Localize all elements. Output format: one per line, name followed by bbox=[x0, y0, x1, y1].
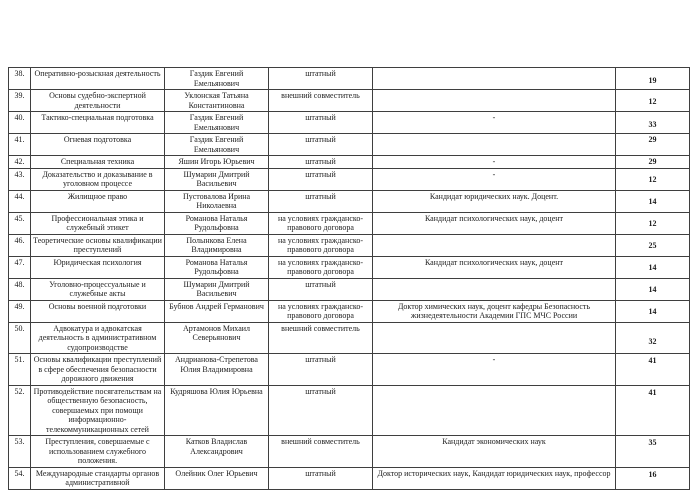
discipline-cell: Огневая подготовка bbox=[31, 134, 165, 156]
credentials-cell bbox=[373, 322, 616, 354]
table-row bbox=[9, 256, 690, 278]
instructor-cell: Андрианова-Стрепетова Юлия Владимировна bbox=[165, 354, 269, 386]
table-row bbox=[9, 212, 690, 234]
hours-cell: 12 bbox=[616, 212, 690, 234]
table-row bbox=[9, 68, 690, 90]
discipline-cell: Теоретические основы квалификации преступлений bbox=[31, 234, 165, 256]
discipline-cell: Специальная техника bbox=[31, 156, 165, 169]
employment-cell: штатный bbox=[269, 112, 373, 134]
credentials-cell: Кандидат психологических наук, доцент bbox=[373, 256, 616, 278]
hours-cell: 14 bbox=[616, 300, 690, 322]
instructor-cell: Газдик Евгений Емельянович bbox=[165, 112, 269, 134]
credentials-cell bbox=[373, 134, 616, 156]
discipline-cell: Международные стандарты органов административной bbox=[31, 467, 165, 489]
table-row bbox=[9, 300, 690, 322]
employment-cell: на условиях гражданско-правового договора bbox=[269, 300, 373, 322]
hours-cell: 29 bbox=[616, 156, 690, 169]
credentials-cell: Доктор химических наук, доцент кафедры Безопасность жизнедеятельности Академии ГПС МЧС России bbox=[373, 300, 616, 322]
hours-cell: 14 bbox=[616, 278, 690, 300]
employment-cell: штатный bbox=[269, 354, 373, 386]
employment-cell: штатный bbox=[269, 190, 373, 212]
instructor-cell: Полынкова Елена Владимировна bbox=[165, 234, 269, 256]
employment-cell: внешний совместитель bbox=[269, 436, 373, 468]
table-row bbox=[9, 436, 690, 468]
hours-cell: 41 bbox=[616, 385, 690, 436]
discipline-cell: Противодействие посягательствам на общественную безопасность, совершаемых при помощи информационно-телекоммуникационных сетей bbox=[31, 385, 165, 436]
instructor-cell: Романова Наталья Рудольфовна bbox=[165, 256, 269, 278]
credentials-cell: Кандидат психологических наук, доцент bbox=[373, 212, 616, 234]
credentials-cell: - bbox=[373, 354, 616, 386]
instructor-cell: Шумарин Дмитрий Васильевич bbox=[165, 168, 269, 190]
instructor-cell: Бубнов Андрей Германович bbox=[165, 300, 269, 322]
instructor-cell: Кудряшова Юлия Юрьевна bbox=[165, 385, 269, 436]
credentials-cell bbox=[373, 90, 616, 112]
instructor-cell: Газдик Евгений Емельянович bbox=[165, 134, 269, 156]
instructor-cell: Катков Владислав Александрович bbox=[165, 436, 269, 468]
instructor-cell: Артамонов Михаил Северьянович bbox=[165, 322, 269, 354]
hours-cell: 29 bbox=[616, 134, 690, 156]
discipline-cell: Тактико-специальная подготовка bbox=[31, 112, 165, 134]
table-row bbox=[9, 278, 690, 300]
employment-cell: внешний совместитель bbox=[269, 322, 373, 354]
row-number-cell: 44. bbox=[9, 190, 31, 212]
hours-cell: 12 bbox=[616, 168, 690, 190]
table-row bbox=[9, 190, 690, 212]
hours-cell: 32 bbox=[616, 322, 690, 354]
table-row bbox=[9, 385, 690, 436]
credentials-cell bbox=[373, 234, 616, 256]
row-number-cell: 47. bbox=[9, 256, 31, 278]
hours-cell: 14 bbox=[616, 190, 690, 212]
instructor-cell: Пустовалова Ирина Николаевна bbox=[165, 190, 269, 212]
hours-cell: 14 bbox=[616, 256, 690, 278]
row-number-cell: 50. bbox=[9, 322, 31, 354]
hours-cell: 19 bbox=[616, 68, 690, 90]
table-row bbox=[9, 134, 690, 156]
table-row bbox=[9, 322, 690, 354]
credentials-cell: Кандидат экономических наук bbox=[373, 436, 616, 468]
row-number-cell: 53. bbox=[9, 436, 31, 468]
hours-cell: 33 bbox=[616, 112, 690, 134]
row-number-cell: 38. bbox=[9, 68, 31, 90]
row-number-cell: 41. bbox=[9, 134, 31, 156]
employment-cell: штатный bbox=[269, 278, 373, 300]
discipline-cell: Доказательство и доказывание в уголовном процессе bbox=[31, 168, 165, 190]
discipline-cell: Юридическая психология bbox=[31, 256, 165, 278]
credentials-cell: Доктор исторических наук, Кандидат юридических наук, профессор bbox=[373, 467, 616, 489]
instructor-cell: Шумарин Дмитрий Васильевич bbox=[165, 278, 269, 300]
row-number-cell: 43. bbox=[9, 168, 31, 190]
table-row bbox=[9, 467, 690, 489]
table-row bbox=[9, 234, 690, 256]
table-body bbox=[9, 68, 690, 490]
row-number-cell: 49. bbox=[9, 300, 31, 322]
employment-cell: на условиях гражданско-правового договора bbox=[269, 256, 373, 278]
discipline-cell: Жилищное право bbox=[31, 190, 165, 212]
row-number-cell: 42. bbox=[9, 156, 31, 169]
credentials-cell bbox=[373, 68, 616, 90]
credentials-cell bbox=[373, 385, 616, 436]
table-row bbox=[9, 156, 690, 169]
row-number-cell: 46. bbox=[9, 234, 31, 256]
employment-cell: на условиях гражданско-правового договора bbox=[269, 212, 373, 234]
row-number-cell: 45. bbox=[9, 212, 31, 234]
discipline-cell: Профессиональная этика и служебный этикет bbox=[31, 212, 165, 234]
discipline-cell: Уголовно-процессуальные и служебные акты bbox=[31, 278, 165, 300]
employment-cell: внешний совместитель bbox=[269, 90, 373, 112]
credentials-cell: - bbox=[373, 156, 616, 169]
row-number-cell: 51. bbox=[9, 354, 31, 386]
instructor-cell: Уклонская Татьяна Константиновна bbox=[165, 90, 269, 112]
hours-cell: 12 bbox=[616, 90, 690, 112]
staffing-table bbox=[8, 67, 690, 490]
employment-cell: штатный bbox=[269, 168, 373, 190]
employment-cell: на условиях гражданско-правового договора bbox=[269, 234, 373, 256]
row-number-cell: 54. bbox=[9, 467, 31, 489]
credentials-cell: - bbox=[373, 168, 616, 190]
discipline-cell: Оперативно-розыскная деятельность bbox=[31, 68, 165, 90]
discipline-cell: Основы военной подготовки bbox=[31, 300, 165, 322]
credentials-cell: - bbox=[373, 112, 616, 134]
row-number-cell: 48. bbox=[9, 278, 31, 300]
discipline-cell: Преступления, совершаемые с использованием служебного положения. bbox=[31, 436, 165, 468]
discipline-cell: Адвокатура и адвокатская деятельность в административном судопроизводстве bbox=[31, 322, 165, 354]
row-number-cell: 39. bbox=[9, 90, 31, 112]
table-row bbox=[9, 168, 690, 190]
row-number-cell: 52. bbox=[9, 385, 31, 436]
discipline-cell: Основы судебно-экспертной деятельности bbox=[31, 90, 165, 112]
hours-cell: 25 bbox=[616, 234, 690, 256]
credentials-cell bbox=[373, 278, 616, 300]
employment-cell: штатный bbox=[269, 467, 373, 489]
table-row bbox=[9, 112, 690, 134]
hours-cell: 41 bbox=[616, 354, 690, 386]
table-row bbox=[9, 354, 690, 386]
instructor-cell: Романова Наталья Рудольфовна bbox=[165, 212, 269, 234]
instructor-cell: Яшин Игорь Юрьевич bbox=[165, 156, 269, 169]
employment-cell: штатный bbox=[269, 385, 373, 436]
table-row bbox=[9, 90, 690, 112]
discipline-cell: Основы квалификации преступлений в сфере обеспечения безопасности дорожного движения bbox=[31, 354, 165, 386]
employment-cell: штатный bbox=[269, 68, 373, 90]
credentials-cell: Кандидат юридических наук. Доцент. bbox=[373, 190, 616, 212]
hours-cell: 35 bbox=[616, 436, 690, 468]
row-number-cell: 40. bbox=[9, 112, 31, 134]
employment-cell: штатный bbox=[269, 134, 373, 156]
instructor-cell: Газдик Евгений Емельянович bbox=[165, 68, 269, 90]
employment-cell: штатный bbox=[269, 156, 373, 169]
hours-cell: 16 bbox=[616, 467, 690, 489]
instructor-cell: Олейник Олег Юрьевич bbox=[165, 467, 269, 489]
